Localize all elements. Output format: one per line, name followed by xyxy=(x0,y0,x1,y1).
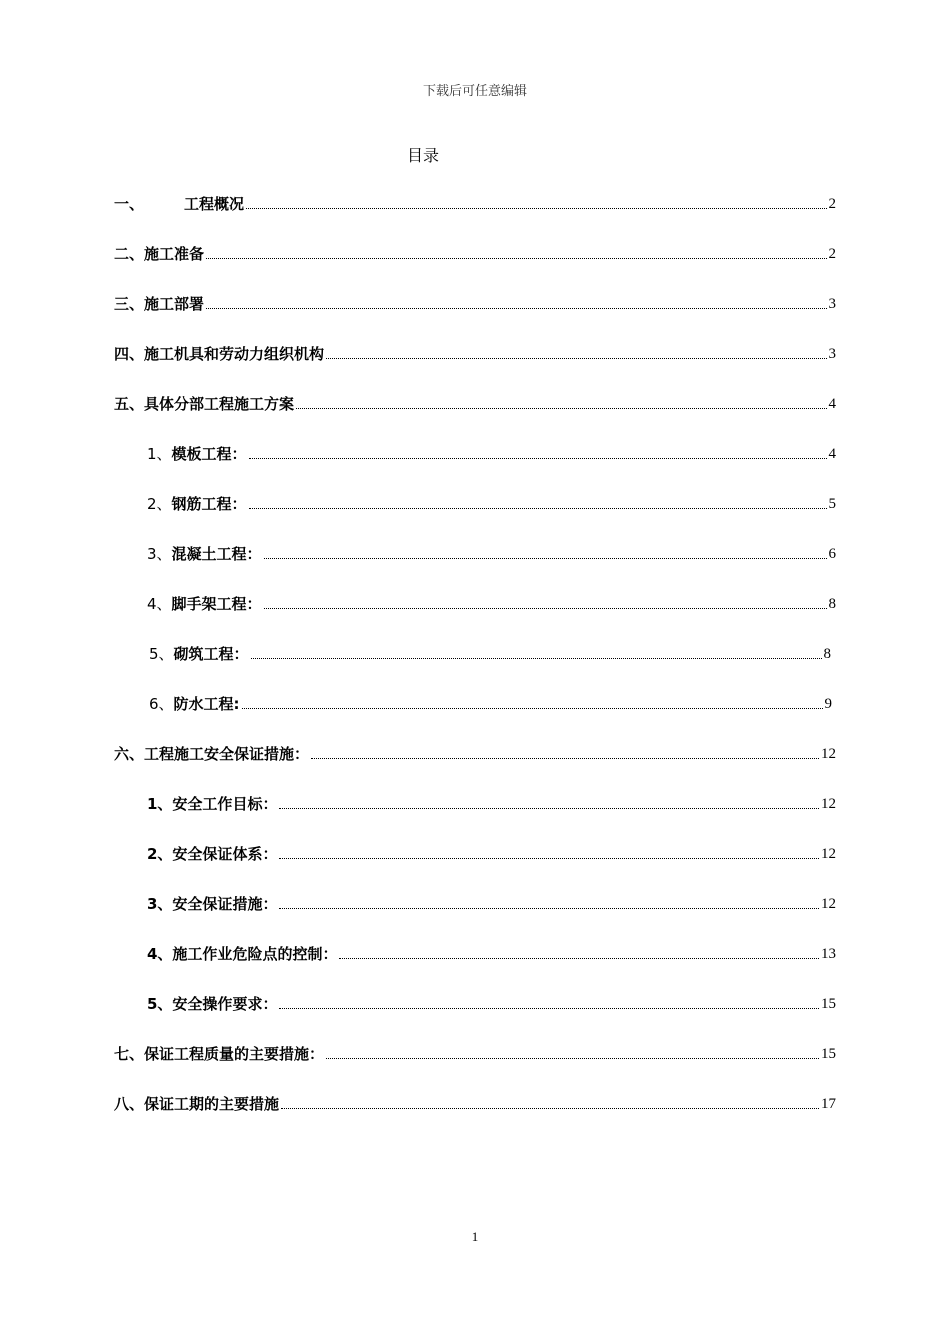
toc-entry-number: 3、 xyxy=(147,545,172,563)
toc-entry-6-4[interactable] xyxy=(0,940,950,964)
toc-entry-label: 二、施工准备 xyxy=(114,245,205,263)
toc-entry-page: 13 xyxy=(821,946,836,962)
toc-title: 目录 xyxy=(406,146,439,165)
dot-leader xyxy=(246,208,826,209)
toc-entry-label xyxy=(147,444,247,464)
dot-leader xyxy=(251,658,822,659)
toc-entry-label xyxy=(149,644,249,664)
dot-leader xyxy=(311,758,819,759)
toc-entry-page: 3 xyxy=(828,346,836,362)
toc-entry-5-4[interactable] xyxy=(0,590,950,614)
toc-entry-page: 2 xyxy=(828,196,836,212)
dot-leader xyxy=(249,458,827,459)
toc-entry-page: 8 xyxy=(823,646,831,662)
toc-entry-label: 三、施工部署 xyxy=(114,295,205,313)
toc-entry-page: 6 xyxy=(828,546,836,562)
toc-entry-page: 4 xyxy=(828,446,836,462)
toc-entry-text: 模板工程： xyxy=(171,445,247,463)
page-number: 1 xyxy=(471,1229,479,1244)
toc-entry-page: 15 xyxy=(821,1046,836,1062)
toc-entry-label: 六、工程施工安全保证措施： xyxy=(114,745,310,763)
dot-leader xyxy=(296,408,826,409)
toc-entry-6-2[interactable] xyxy=(0,840,950,864)
toc-entry-page: 3 xyxy=(828,296,836,312)
toc-entry-label: 八、保证工期的主要措施 xyxy=(114,1095,280,1113)
toc-entry-number: 4、 xyxy=(147,595,172,613)
toc-entry-1[interactable] xyxy=(0,190,950,214)
toc-entry-5[interactable] xyxy=(0,390,950,414)
toc-entry-label: 3、安全保证措施： xyxy=(147,895,278,913)
toc-entry-label xyxy=(147,494,247,514)
toc-entry-4[interactable] xyxy=(0,340,950,364)
dot-leader xyxy=(281,1108,819,1109)
header-note: 下载后可任意编辑 xyxy=(422,84,527,99)
toc-entry-6-1[interactable] xyxy=(0,790,950,814)
toc-entry-text: 钢筋工程： xyxy=(171,495,247,513)
toc-entry-label: 5、安全操作要求： xyxy=(147,995,278,1013)
toc-entry-number: 1、 xyxy=(147,445,172,463)
toc-entry-2[interactable] xyxy=(0,240,950,264)
dot-leader xyxy=(326,358,826,359)
toc-entry-number: 6、 xyxy=(149,695,174,713)
toc-entry-page: 12 xyxy=(821,746,836,762)
toc-entry-6[interactable] xyxy=(0,740,950,764)
toc-entry-8[interactable] xyxy=(0,1090,950,1114)
toc-entry-page: 12 xyxy=(821,896,836,912)
dot-leader xyxy=(249,508,827,509)
toc-entry-3[interactable] xyxy=(0,290,950,314)
toc-entry-number: 一、 xyxy=(114,195,145,213)
dot-leader xyxy=(279,858,819,859)
dot-leader xyxy=(279,908,819,909)
toc-entry-text: 脚手架工程： xyxy=(171,595,262,613)
toc-entry-page: 12 xyxy=(821,796,836,812)
toc-entry-label: 七、保证工程质量的主要措施： xyxy=(114,1045,325,1063)
toc-entry-label: 1、安全工作目标： xyxy=(147,795,278,813)
toc-entry-label xyxy=(114,194,244,214)
toc-entry-5-6[interactable] xyxy=(0,690,950,714)
toc-entry-6-5[interactable] xyxy=(0,990,950,1014)
toc-entry-page: 9 xyxy=(824,696,832,712)
dot-leader xyxy=(264,608,827,609)
toc-entry-label: 四、施工机具和劳动力组织机构 xyxy=(114,345,325,363)
toc-entry-number: 2、 xyxy=(147,495,172,513)
dot-leader xyxy=(206,308,826,309)
toc-entry-page: 15 xyxy=(821,996,836,1012)
toc-entry-label xyxy=(149,694,240,714)
toc-entry-5-3[interactable] xyxy=(0,540,950,564)
toc-entry-page: 12 xyxy=(821,846,836,862)
toc-entry-label xyxy=(147,544,262,564)
toc-entry-text: 砌筑工程： xyxy=(173,645,249,663)
toc-entry-page: 5 xyxy=(828,496,836,512)
toc-entry-text: 防水工程: xyxy=(173,695,240,713)
toc-entry-label: 4、施工作业危险点的控制： xyxy=(147,945,338,963)
toc-entry-label: 2、安全保证体系： xyxy=(147,845,278,863)
toc-entry-page: 4 xyxy=(828,396,836,412)
toc-entry-page: 2 xyxy=(828,246,836,262)
dot-leader xyxy=(279,808,819,809)
toc-entry-page: 8 xyxy=(828,596,836,612)
dot-leader xyxy=(206,258,826,259)
toc-entry-5-1[interactable] xyxy=(0,440,950,464)
dot-leader xyxy=(264,558,827,559)
toc-entry-6-3[interactable] xyxy=(0,890,950,914)
toc-entry-label: 五、具体分部工程施工方案 xyxy=(114,395,295,413)
toc-entry-7[interactable] xyxy=(0,1040,950,1064)
dot-leader xyxy=(279,1008,819,1009)
toc-entry-5-2[interactable] xyxy=(0,490,950,514)
dot-leader xyxy=(242,708,823,709)
toc-entry-label xyxy=(147,594,262,614)
toc-entry-5-5[interactable] xyxy=(0,640,950,664)
toc-entry-text: 工程概况 xyxy=(184,195,245,213)
dot-leader xyxy=(339,958,819,959)
toc-entry-page: 17 xyxy=(821,1096,836,1112)
toc-entry-text: 混凝土工程： xyxy=(171,545,262,563)
dot-leader xyxy=(326,1058,819,1059)
toc-entry-number: 5、 xyxy=(149,645,174,663)
